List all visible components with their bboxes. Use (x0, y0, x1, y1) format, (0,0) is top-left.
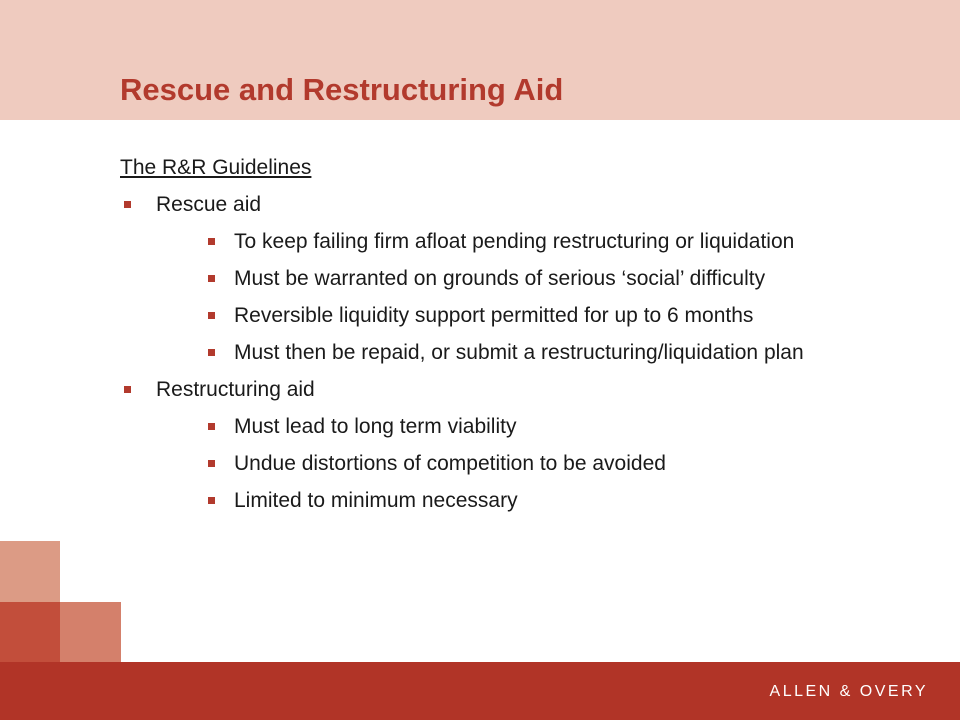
list-item-restructuring-aid (120, 376, 900, 514)
square-bullet-icon (124, 201, 131, 208)
sub-list-item (156, 413, 900, 440)
sub-list-item (156, 450, 900, 477)
sub-list-item (156, 265, 900, 292)
square-bullet-icon (208, 497, 215, 504)
square-bullet-icon (208, 460, 215, 467)
list-item-label: Restructuring aid (156, 378, 315, 401)
sub-list-item-text: Undue distortions of competition to be avoided (234, 452, 666, 475)
square-bullet-icon (208, 238, 215, 245)
sub-list-item (156, 339, 900, 366)
sub-list-item-text: Reversible liquidity support permitted for up to 6 months (234, 304, 754, 327)
list-item-rescue-aid (120, 191, 900, 366)
square-bullet-icon (124, 386, 131, 393)
sub-bullet-list (156, 413, 900, 514)
square-bullet-icon (208, 275, 215, 282)
sub-list-item (156, 228, 900, 255)
decorative-square (60, 602, 121, 662)
square-bullet-icon (208, 423, 215, 430)
square-bullet-icon (208, 312, 215, 319)
sub-list-item-text: To keep failing firm afloat pending restructuring or liquidation (234, 230, 795, 253)
decorative-square (0, 541, 60, 602)
company-logo: ALLEN & OVERY (769, 683, 928, 700)
decorative-square (0, 602, 60, 662)
slide-content (120, 154, 900, 524)
sub-list-item-text: Must lead to long term viability (234, 415, 517, 438)
bullet-list (120, 191, 900, 514)
sub-list-item-text: Limited to minimum necessary (234, 489, 518, 512)
sub-bullet-list (156, 228, 900, 366)
sub-list-item (156, 302, 900, 329)
sub-list-item (156, 487, 900, 514)
section-heading: The R&R Guidelines (120, 156, 312, 179)
sub-list-item-text: Must be warranted on grounds of serious ‘social’ difficulty (234, 267, 766, 290)
sub-list-item-text: Must then be repaid, or submit a restructuring/liquidation plan (234, 341, 804, 364)
list-item-label: Rescue aid (156, 193, 262, 216)
slide-title: Rescue and Restructuring Aid (120, 72, 564, 107)
square-bullet-icon (208, 349, 215, 356)
